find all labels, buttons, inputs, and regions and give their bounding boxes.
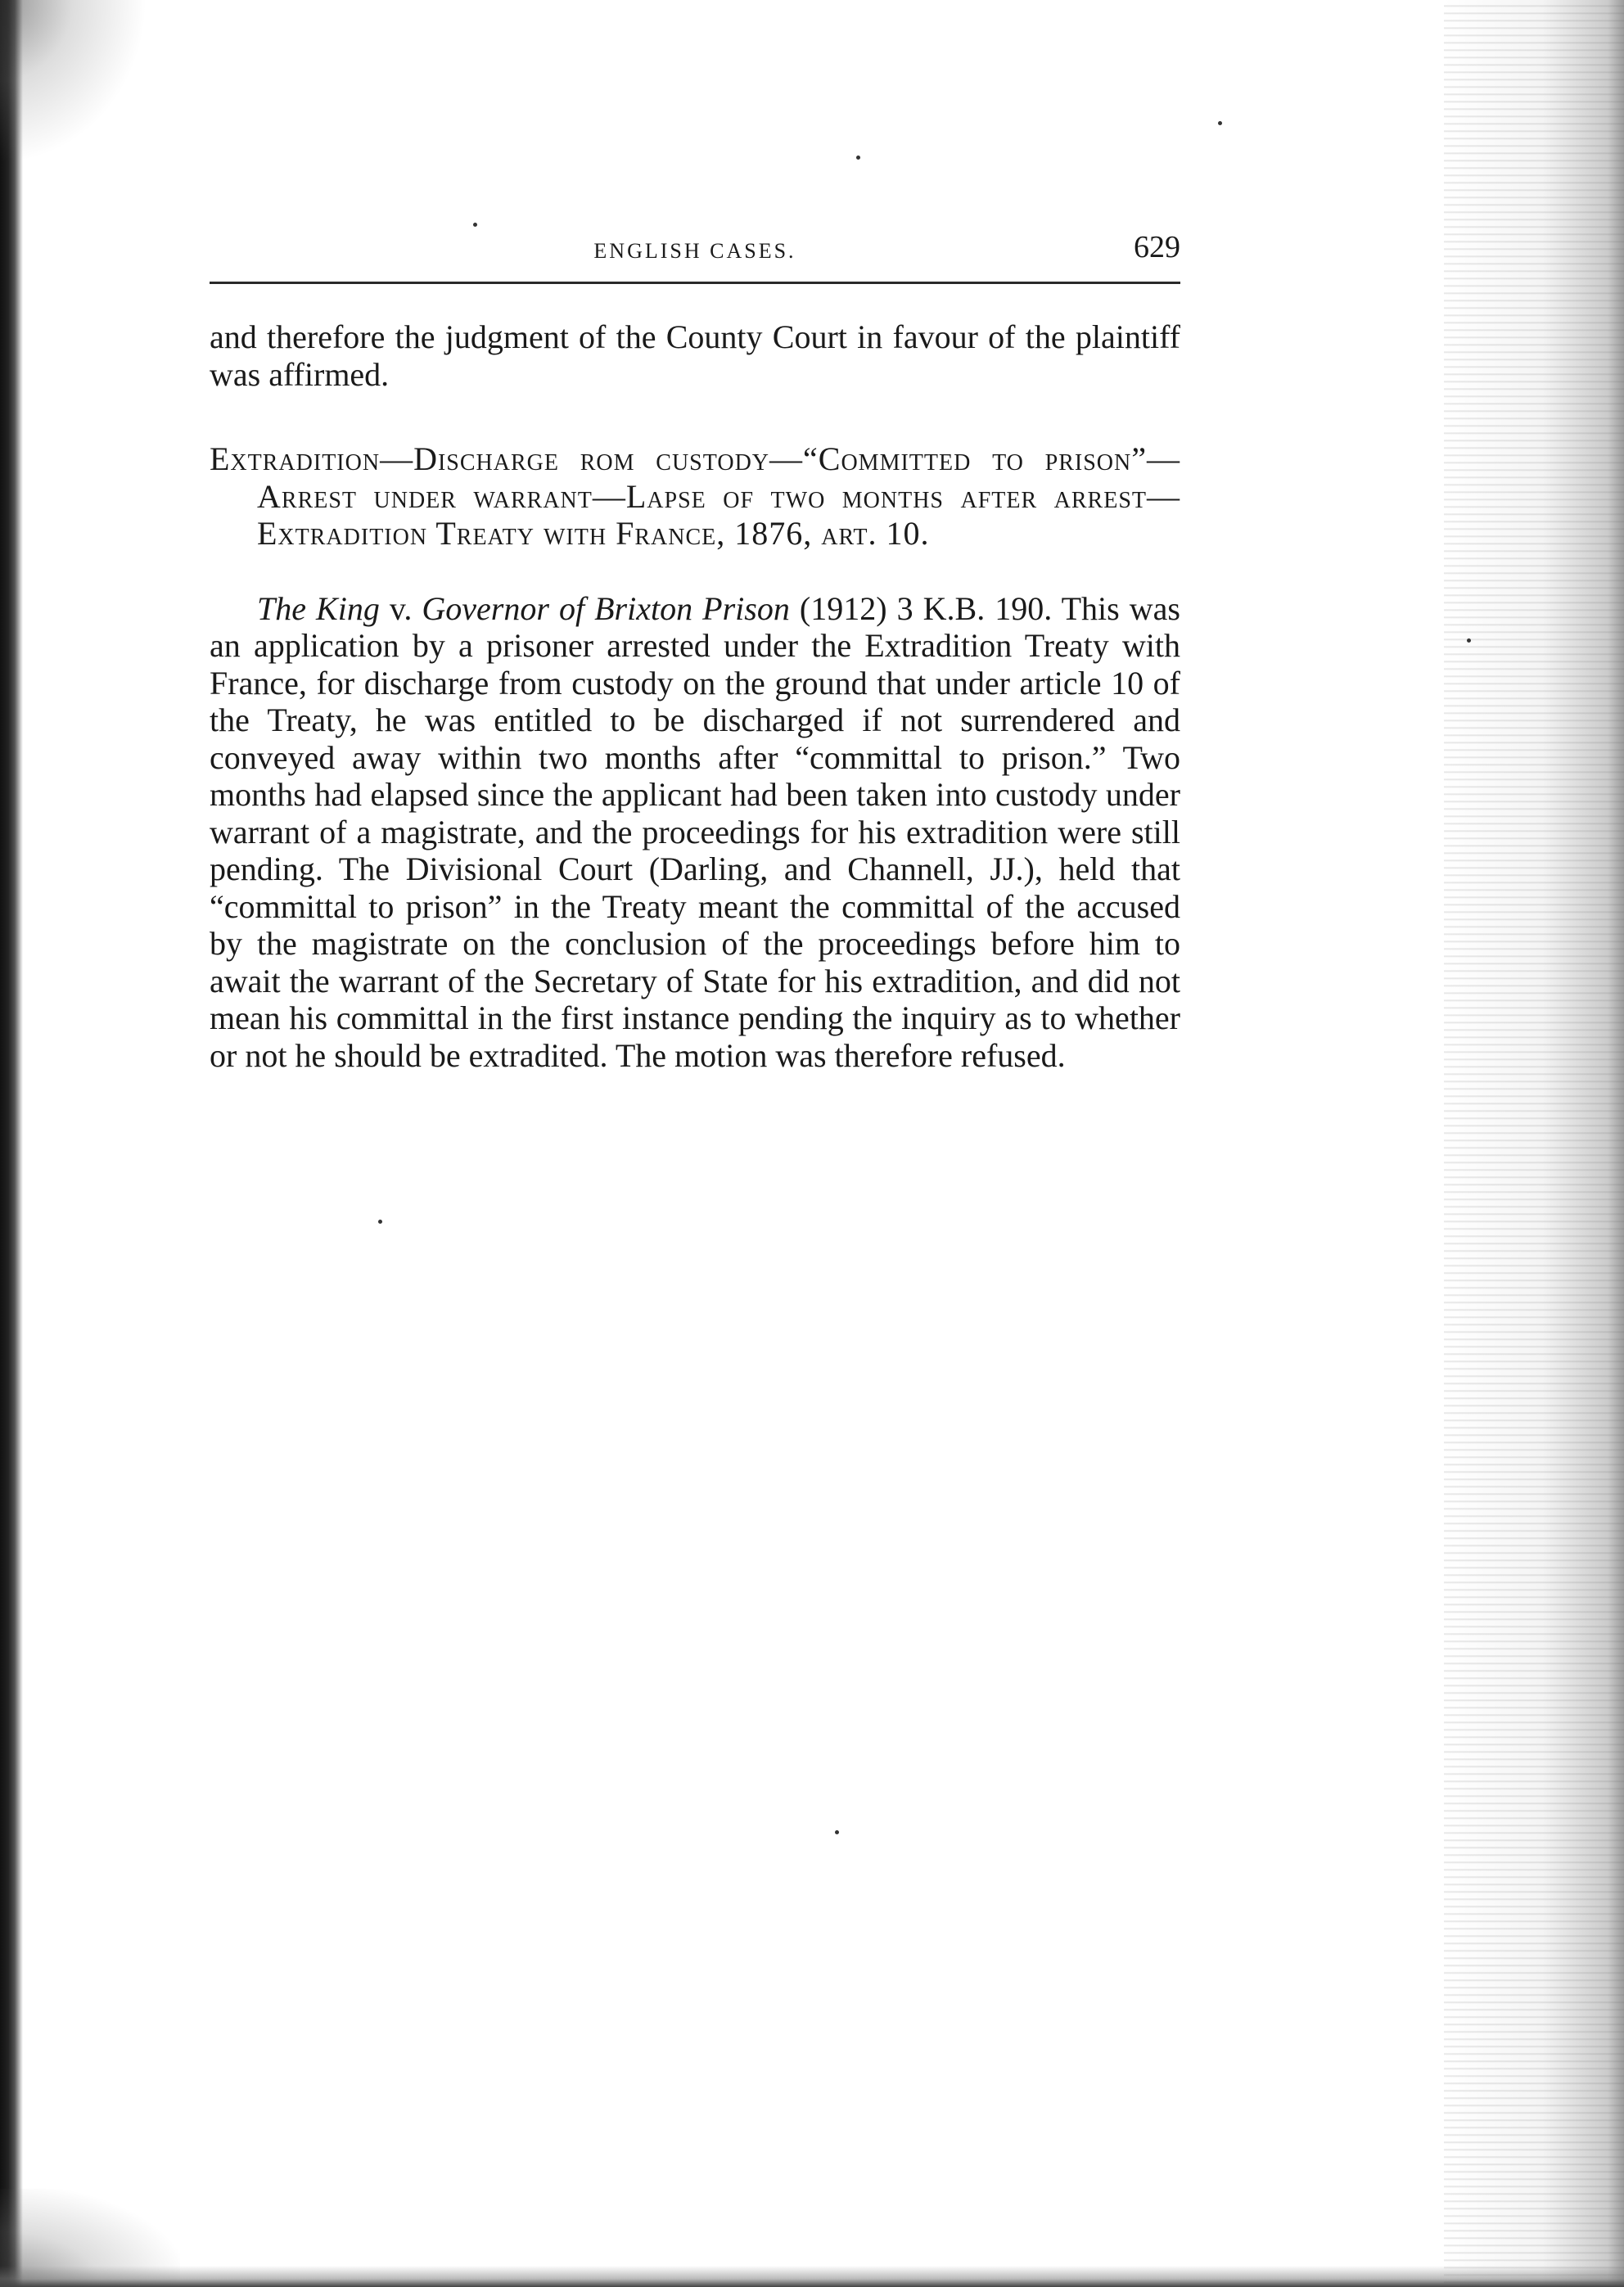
running-head [210,221,1180,273]
intro-paragraph: and therefore the judgment of the County Court in favour of the plaintiff was affirmed. [210,318,1180,393]
scan-speck [835,1830,839,1834]
page-number: 629 [1134,230,1180,264]
scan-edge-left [0,0,23,2287]
case-paragraph [210,590,1180,1075]
case-citation: (1912) 3 K.B. 190. [789,589,1053,627]
scan-speck [1218,121,1222,125]
scan-edge-right [1444,0,1624,2287]
header-rule [210,282,1180,284]
case-name-party-2: Governor of Brixton Prison [422,589,790,627]
running-title: ENGLISH CASES. [593,239,796,263]
case-name-versus: v. [379,589,422,627]
scan-speck [1467,638,1471,643]
book-page [210,221,1180,1074]
case-body-text: This was an application by a prisoner arrested under the Extradition Treaty with France, for discharge from custody on the ground that under article 10 of the Treaty, he was entitled to be discharged if not surrendered and conveyed away within two months after “committal to prison.” Two months had elapsed since the applicant had been taken into custody under warrant of a magistrate, and the proceedings for his extradition were still pending. The Divisional Court (Darling, and Channell, JJ.), held that “committal to prison” in the Treaty meant the committal of the accused by the magistrate on the conclusion of the proceedings before him to await the warrant of the Secretary of State for his extradition, and did not mean his committal in the first instance pending the inquiry as to whether or not he should be extradited. The motion was therefore refused. [210,589,1180,1074]
case-headnote: Extradition—Discharge rom custody—“Committed to prison”—Arrest under warrant—Lapse of two months after arrest—Extradition Treaty with France, 1876, art. 10. [210,440,1180,552]
scan-speck [856,156,860,160]
scan-speck [378,1220,382,1224]
scan-edge-bottom [0,2266,1624,2287]
case-name-party-1: The King [257,589,380,627]
scan-noise-top-left [0,0,147,164]
